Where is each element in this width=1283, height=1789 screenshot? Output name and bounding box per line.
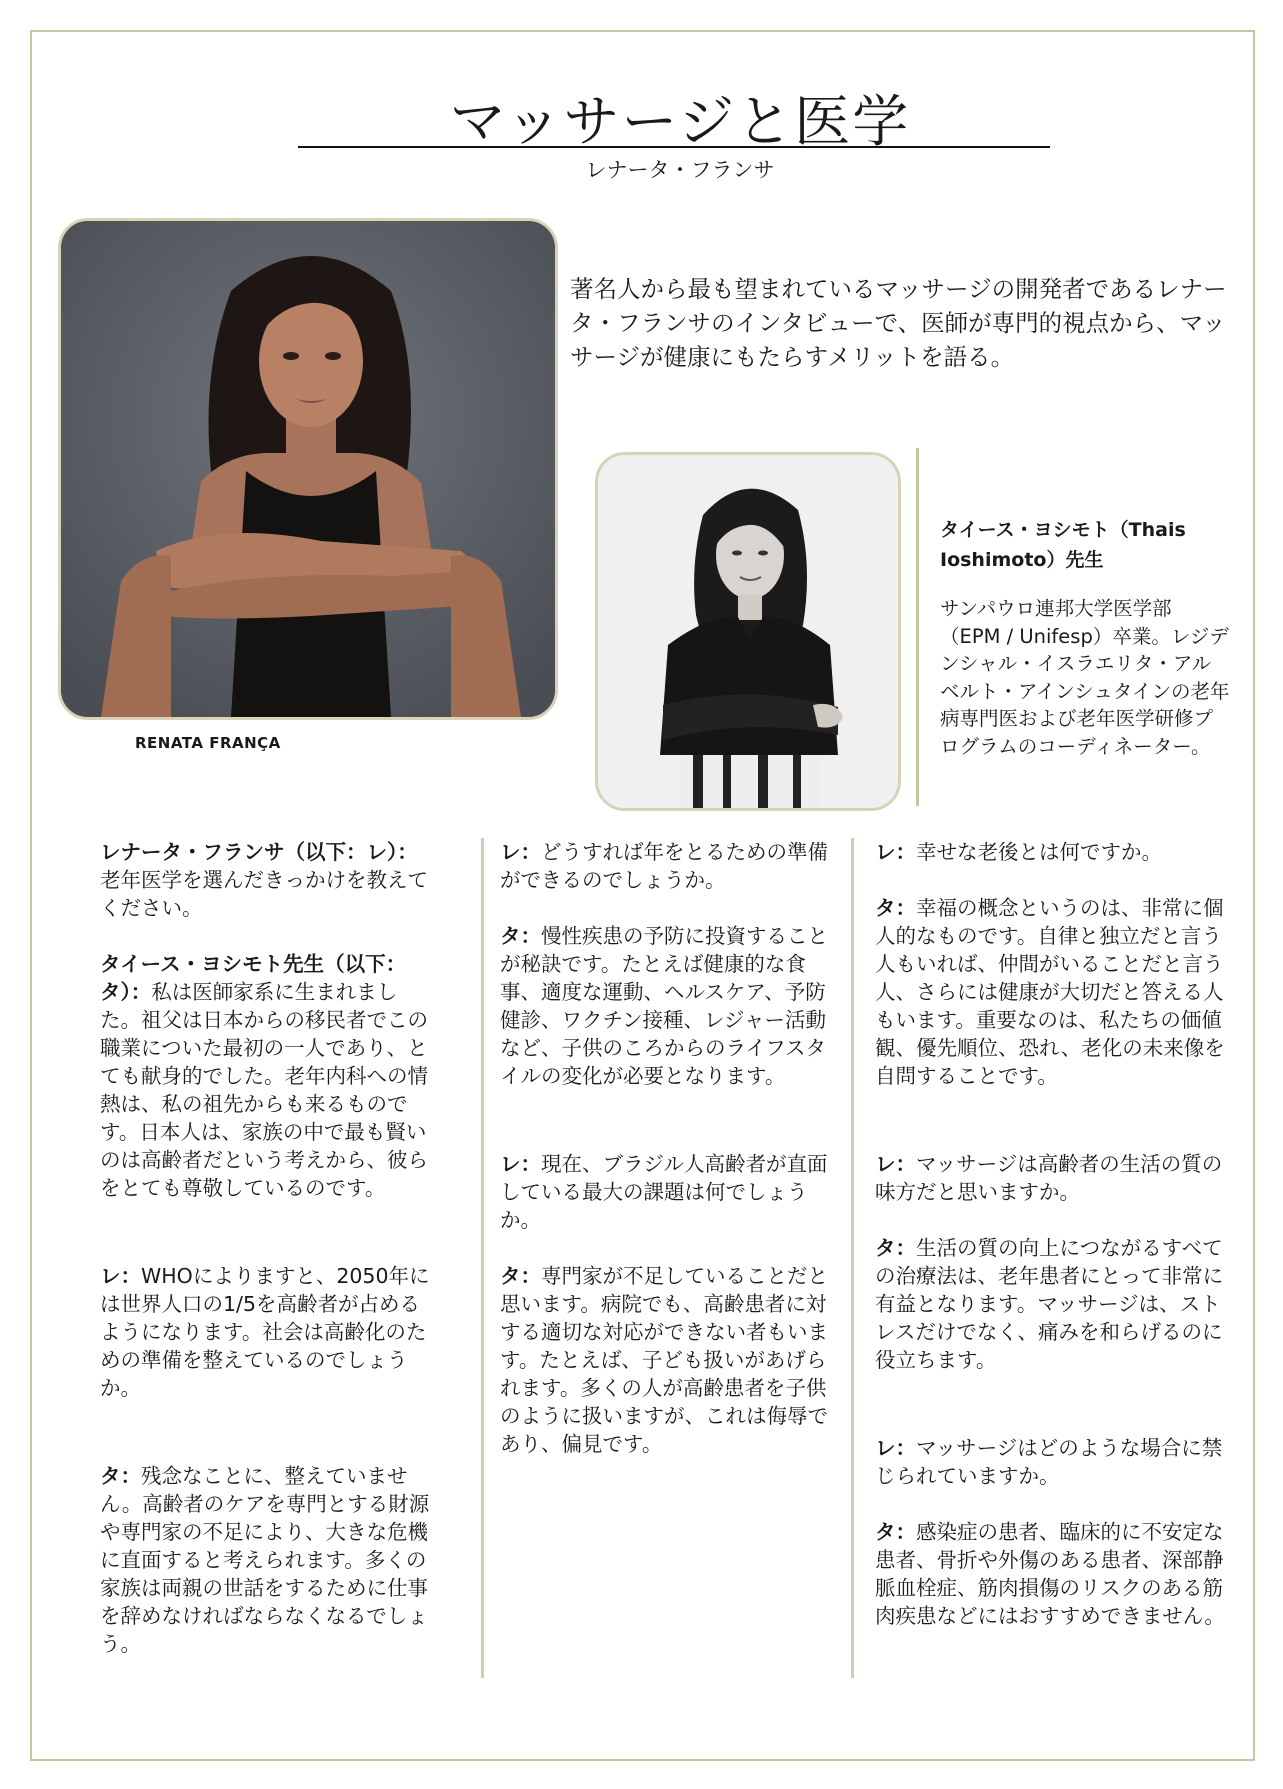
speaker-label: タ： <box>875 1236 916 1260</box>
question-paragraph <box>875 838 1230 866</box>
interview-column-2 <box>500 838 838 1486</box>
page-title: マッサージと医学 <box>449 90 911 155</box>
answer-text: 感染症の患者、臨床的に不安定な患者、骨折や外傷のある患者、深部静脈血栓症、筋肉損傷のリスクのある筋肉疾患などにはおすすめできません。 <box>875 1520 1225 1628</box>
doctor-bio: サンパウロ連邦大学医学部（EPM / Unifesp）卒業。レジデンシャル・イスラエリタ・アルベルト・アインシュタインの老年病専門医および老年医学研修プログラムのコーディネーター。 <box>940 597 1230 758</box>
question-paragraph <box>100 838 438 922</box>
interview-column-3 <box>875 838 1230 1658</box>
speaker-label: タ： <box>500 1264 541 1288</box>
question-text: 老年医学を選んだきっかけを教えてください。 <box>100 868 428 920</box>
speaker-label: タ： <box>875 896 916 920</box>
question-text: WHOによりますと、2050年には世界人口の1/5を高齢者が占めるようになります。社会は高齢化のための準備を整えているのでしょうか。 <box>100 1264 430 1400</box>
answer-text: 幸福の概念というのは、非常に個人的なものです。自律と独立だと言う人もいれば、仲間がいることだと言う人、さらには健康が大切だと答える人もいます。重要なのは、私たちの価値観、優先順位、恐れ、老化の未来像を自問することです。 <box>875 896 1225 1088</box>
answer-text: 慢性疾患の予防に投資することが秘訣です。たとえば健康的な食事、適度な運動、ヘルスケア、予防健診、ワクチン接種、レジャー活動など、子供のころからのライフスタイルの変化が必要となります。 <box>500 924 828 1088</box>
speaker-label: タ： <box>500 924 541 948</box>
intro-paragraph: 著名人から最も望まれているマッサージの開発者であるレナータ・フランサのインタビューで、医師が専門的視点から、マッサージが健康にもたらすメリットを語る。 <box>570 275 1227 371</box>
title-underline <box>298 146 1050 148</box>
question-paragraph <box>875 1150 1230 1206</box>
answer-text: 私は医師家系に生まれました。祖父は日本からの移民者でこの職業についた最初の一人であり、とても献身的でした。老年内科への情熱は、私の祖先からも来るものです。日本人は、家族の中で最も賢いのは高齢者だという考えから、彼らをとても尊敬しているのです。 <box>100 980 428 1200</box>
question-paragraph <box>500 1150 838 1234</box>
column-divider <box>481 838 484 1678</box>
answer-paragraph <box>100 1462 438 1658</box>
thais-portrait-photo <box>595 452 901 811</box>
speaker-label: タ： <box>100 1464 141 1488</box>
answer-paragraph <box>875 1518 1230 1630</box>
answer-paragraph <box>875 1234 1230 1374</box>
question-text: マッサージはどのような場合に禁じられていますか。 <box>875 1436 1223 1488</box>
answer-paragraph <box>500 1262 838 1458</box>
question-text: マッサージは高齢者の生活の質の味方だと思いますか。 <box>875 1152 1223 1204</box>
renata-portrait-photo <box>58 218 558 720</box>
speaker-label: タ： <box>875 1520 916 1544</box>
question-text: 幸せな老後とは何ですか。 <box>916 840 1162 864</box>
speaker-label: レ： <box>875 1436 916 1460</box>
question-paragraph <box>875 1434 1230 1490</box>
doctor-name: タイース・ヨシモト（Thais Ioshimoto）先生 <box>940 519 1186 571</box>
question-text: どうすれば年をとるための準備ができるのでしょうか。 <box>500 840 828 892</box>
answer-text: 生活の質の向上につながるすべての治療法は、老年患者にとって非常に有益となります。マッサージは、ストレスだけでなく、痛みを和らげるのに役立ちます。 <box>875 1236 1224 1372</box>
answer-text: 残念なことに、整えていません。高齢者のケアを専門とする財源や専門家の不足により、大きな危機に直面すると考えられます。多くの家族は両親の世話をするために仕事を辞めなければならなくなるでしょう。 <box>100 1464 430 1656</box>
bio-divider <box>916 448 919 806</box>
question-paragraph <box>100 1262 438 1402</box>
answer-paragraph <box>875 894 1230 1090</box>
question-paragraph <box>500 838 838 894</box>
page-subtitle: レナータ・フランサ <box>585 158 775 182</box>
speaker-label: レナータ・フランサ（以下：レ）： <box>100 840 418 864</box>
speaker-label: レ： <box>500 840 541 864</box>
answer-text: 専門家が不足していることだと思います。病院でも、高齢患者に対する適切な対応ができない者もいます。たとえば、子ども扱いがあげられます。多くの人が高齢患者を子供のように扱いますが、これは侮辱であり、偏見です。 <box>500 1264 828 1456</box>
interview-column-1 <box>100 838 438 1686</box>
question-text: 現在、ブラジル人高齢者が直面している最大の課題は何でしょうか。 <box>500 1152 828 1232</box>
speaker-label: レ： <box>875 840 916 864</box>
column-divider <box>851 838 854 1678</box>
answer-paragraph <box>500 922 838 1090</box>
renata-photo-caption: RENATA FRANÇA <box>135 734 281 752</box>
speaker-label: レ： <box>500 1152 541 1176</box>
speaker-label: レ： <box>100 1264 141 1288</box>
speaker-label: タイース・ヨシモト先生（以下：タ）： <box>100 952 407 1004</box>
speaker-label: レ： <box>875 1152 916 1176</box>
answer-paragraph <box>100 950 438 1202</box>
